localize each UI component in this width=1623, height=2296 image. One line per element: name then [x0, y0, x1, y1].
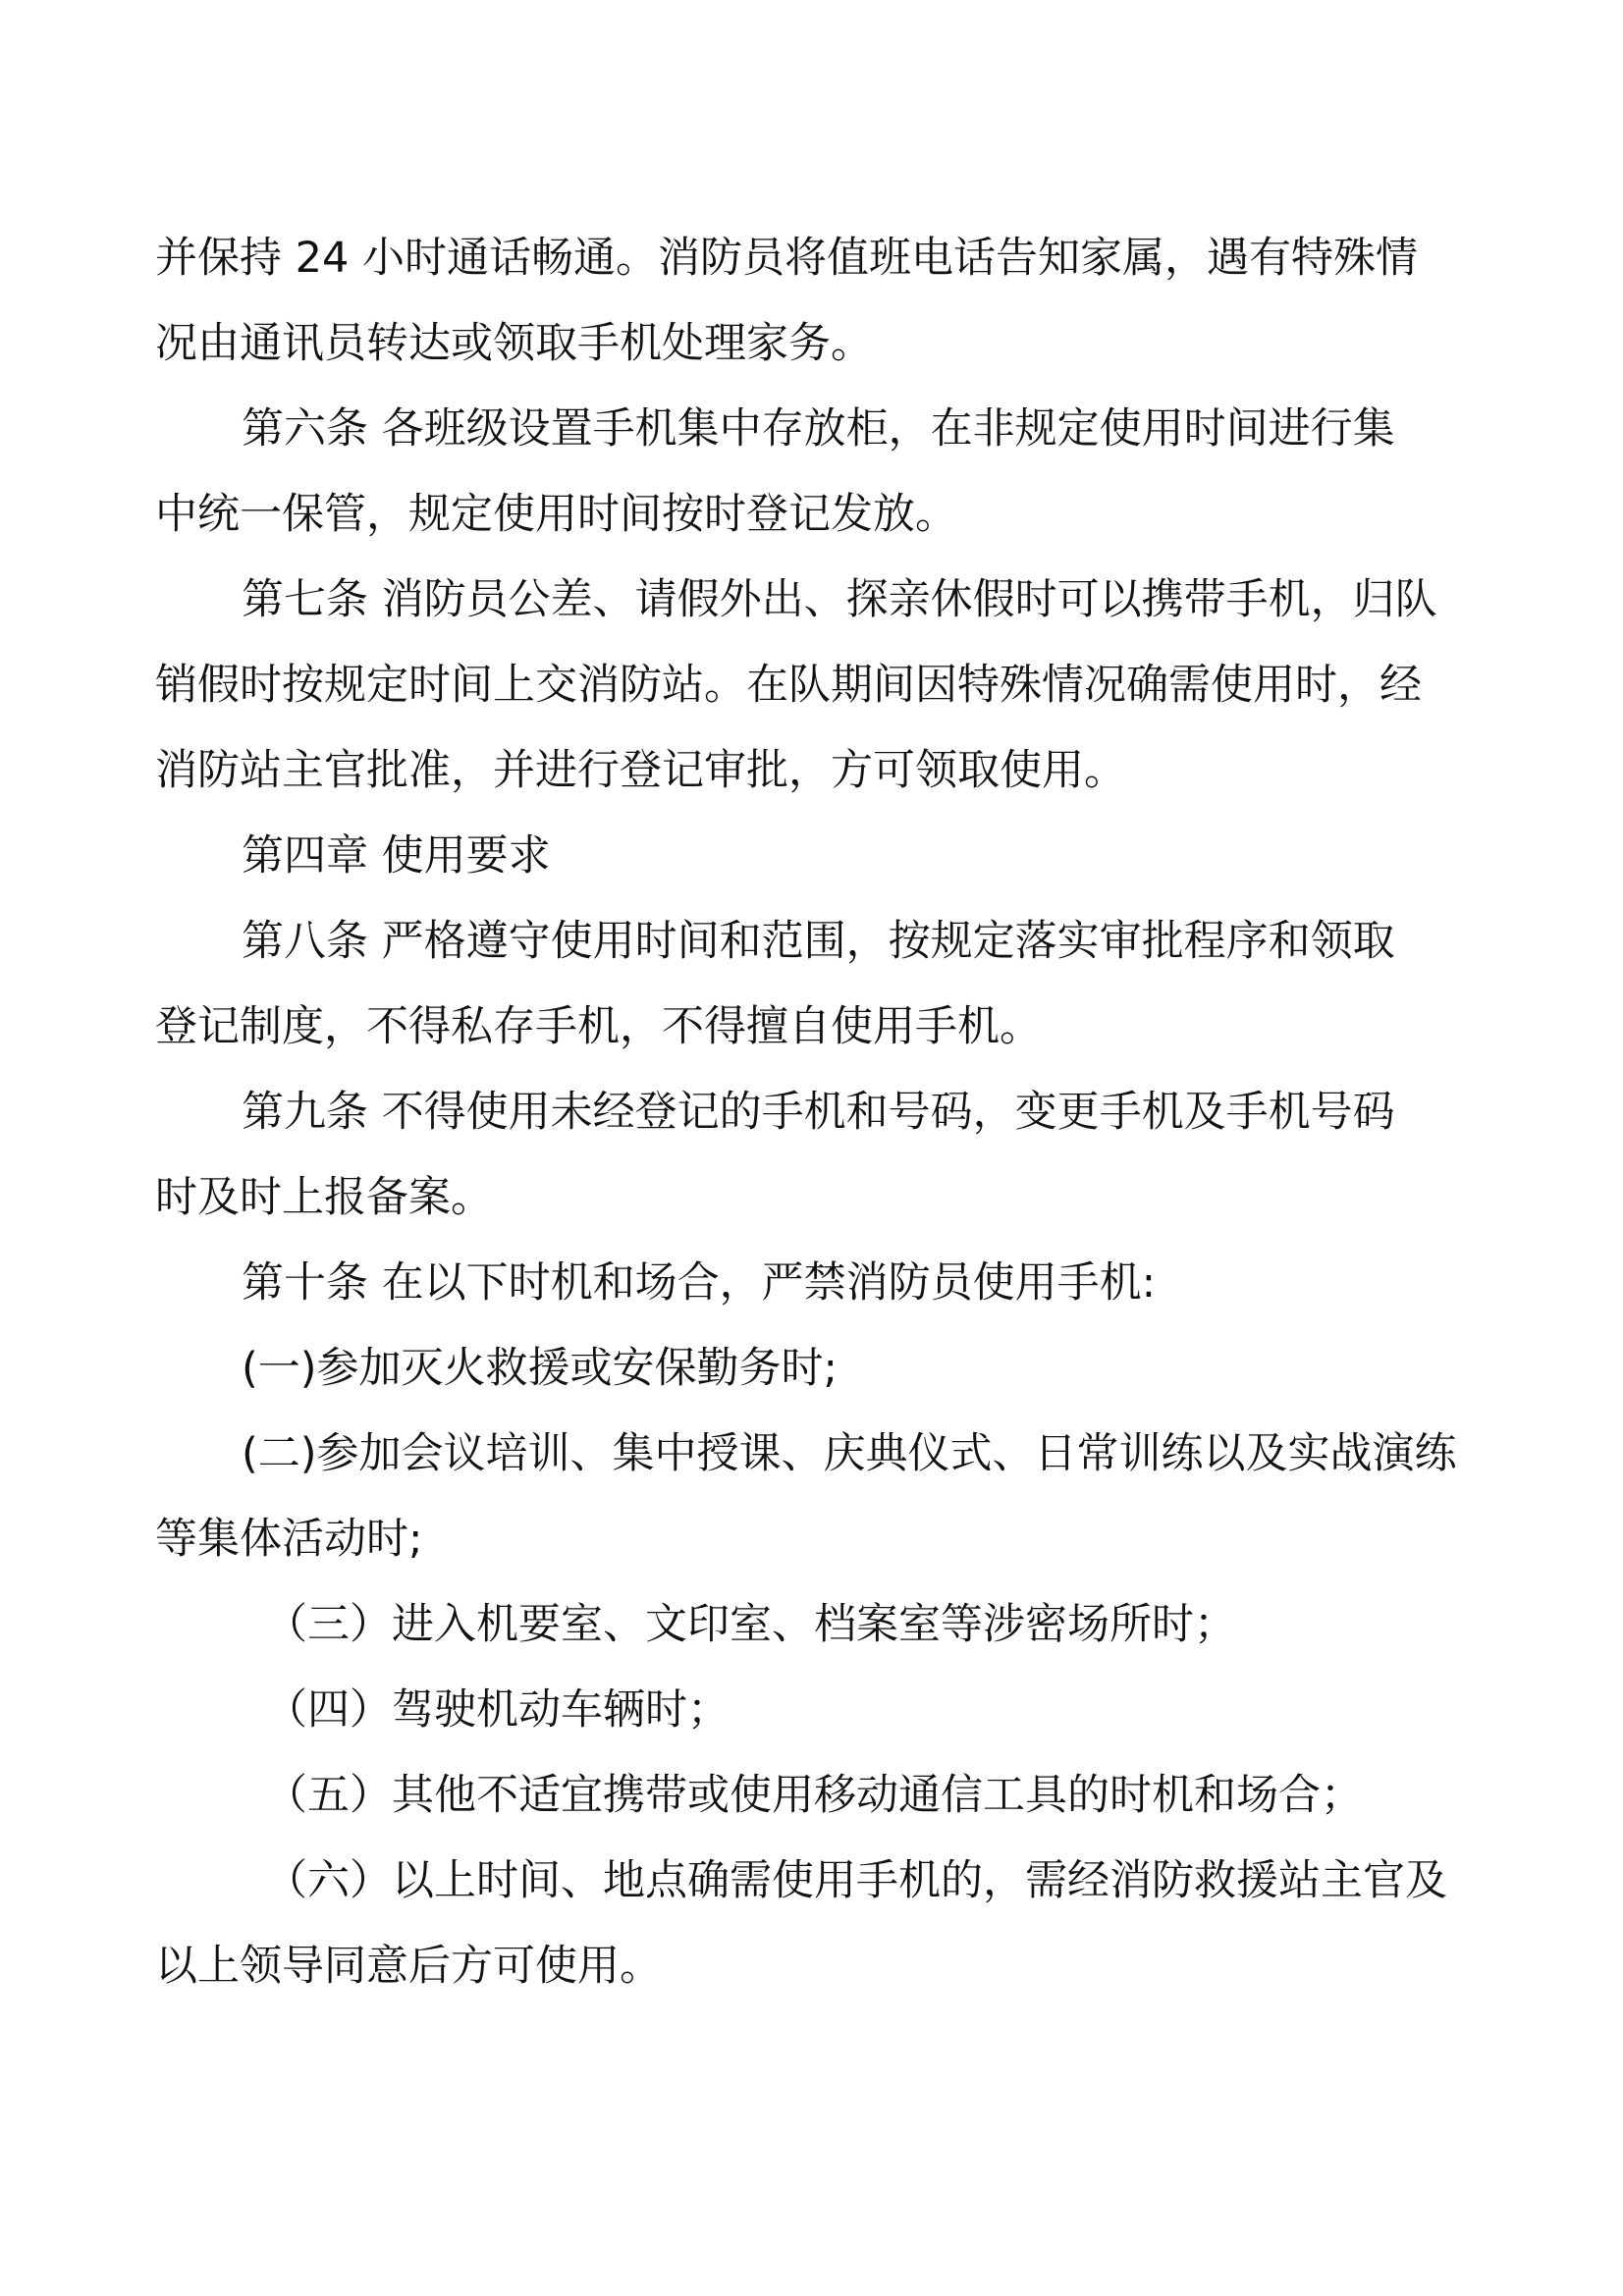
- list-item-3: （三）进入机要室、文印室、档案室等涉密场所时；: [265, 1600, 1236, 1649]
- text-line: 消防站主官批准，并进行登记审批，方可领取使用。: [155, 746, 1126, 795]
- text-line: 况由通讯员转达或领取手机处理家务。: [155, 319, 873, 368]
- article-7-line: 第七条 消防员公差、请假外出、探亲休假时可以携带手机，归队: [242, 575, 1437, 624]
- text-line: 中统一保管，规定使用时间按时登记发放。: [155, 490, 957, 539]
- text-line: 等集体活动时;: [155, 1515, 423, 1564]
- text-line: 登记制度，不得私存手机，不得擅自使用手机。: [155, 1002, 1042, 1051]
- list-item-1: (一)参加灭火救援或安保勤务时;: [242, 1344, 839, 1393]
- list-item-6: （六）以上时间、地点确需使用手机的，需经消防救援站主官及: [265, 1856, 1447, 1905]
- text-line: 销假时按规定时间上交消防站。在队期间因特殊情况确需使用时，经: [155, 661, 1422, 710]
- text-line: 并保持 24 小时通话畅通。消防员将值班电话告知家属，遇有特殊情: [155, 234, 1419, 283]
- article-9-line: 第九条 不得使用未经登记的手机和号码，变更手机及手机号码: [242, 1088, 1395, 1137]
- article-6-line: 第六条 各班级设置手机集中存放柜，在非规定使用时间进行集: [242, 404, 1395, 454]
- article-10-line: 第十条 在以下时机和场合，严禁消防员使用手机:: [242, 1258, 1157, 1308]
- list-item-4: （四）驾驶机动车辆时；: [265, 1685, 730, 1735]
- text-line: 时及时上报备案。: [155, 1173, 493, 1222]
- list-item-2: (二)参加会议培训、集中授课、庆典仪式、日常训练以及实战演练: [242, 1429, 1457, 1478]
- list-item-5: （五）其他不适宜携带或使用移动通信工具的时机和场合；: [265, 1771, 1363, 1820]
- chapter-4-heading: 第四章 使用要求: [242, 831, 551, 881]
- article-8-line: 第八条 严格遵守使用时间和范围，按规定落实审批程序和领取: [242, 917, 1395, 966]
- text-line: 以上领导同意后方可使用。: [155, 1942, 662, 1991]
